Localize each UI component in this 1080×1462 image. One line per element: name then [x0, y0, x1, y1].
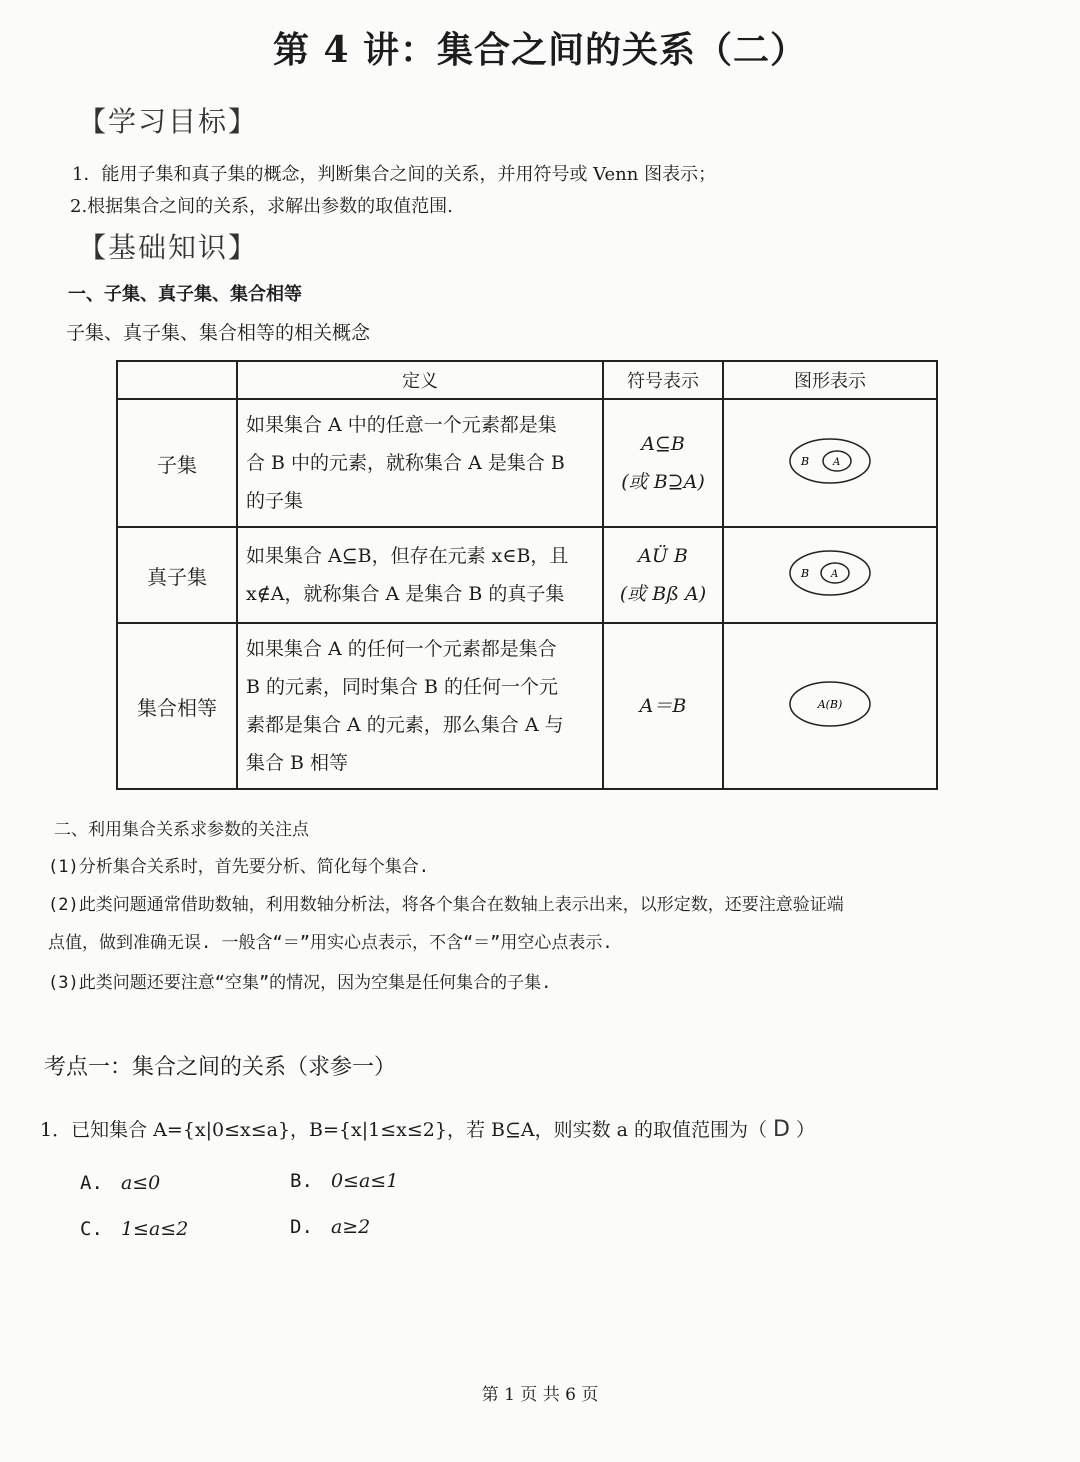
definition-line: 如果集合 A 中的任意一个元素都是集: [246, 414, 557, 436]
section2-point-2-cont: 点值，做到准确无误. 一般含“＝”用实心点表示，不含“＝”用空心点表示.: [48, 933, 613, 953]
option-c: [80, 1218, 188, 1240]
option-a: [80, 1172, 160, 1194]
question-text: 1．已知集合 A={x|0≤x≤a}，B={x|1≤x≤2}，若 B⊆A，则实数 a 的取值范围为（: [40, 1119, 767, 1141]
venn-diagram-cell: [723, 623, 937, 789]
definition-line: 如果集合 A 的任何一个元素都是集合: [246, 638, 557, 660]
option-label: A.: [80, 1172, 103, 1194]
row-name: 集合相等: [117, 623, 237, 789]
table-header-row: [117, 361, 937, 399]
table-row-subset: [117, 399, 937, 527]
symbol-cell: [603, 623, 723, 789]
option-b: [290, 1170, 398, 1192]
definition-cell: [237, 399, 603, 527]
venn-inner-label: A: [833, 456, 841, 468]
option-d: [290, 1216, 370, 1238]
venn-proper-subset-diagram: [785, 546, 875, 600]
objective-1: 1．能用子集和真子集的概念，判断集合之间的关系，并用符号或 Venn 图表示；: [72, 164, 717, 185]
section1-subheading: 子集、真子集、集合相等的相关概念: [66, 322, 371, 344]
row-name: 子集: [117, 399, 237, 527]
option-text: 1≤a≤2: [120, 1218, 189, 1240]
venn-subset-diagram: [785, 434, 875, 488]
symbol-line: A⊆B: [641, 433, 685, 455]
definition-line: 如果集合 A⊆B，但存在元素 x∈B，且: [246, 545, 569, 567]
symbol-line: (或 Bß A): [619, 583, 707, 605]
venn-outer-label: B: [801, 566, 810, 580]
table-row-proper-subset: [117, 527, 937, 623]
section1-heading: 一、子集、真子集、集合相等: [68, 284, 302, 305]
symbol-line: AÜ B: [638, 545, 688, 567]
question-close-paren: ）: [796, 1119, 816, 1141]
definition-line: 素都是集合 A 的元素，那么集合 A 与: [246, 714, 564, 736]
option-text: 0≤a≤1: [330, 1170, 399, 1192]
venn-inner-label: A: [831, 568, 839, 580]
section2-point-3: (3)此类问题还要注意“空集”的情况，因为空集是任何集合的子集.: [48, 973, 552, 993]
option-label: D.: [290, 1216, 313, 1238]
option-text: a≥2: [330, 1216, 371, 1238]
table-row-equal-sets: [117, 623, 937, 789]
kaodian-heading: 考点一：集合之间的关系（求参一）: [44, 1055, 397, 1080]
definition-line: 合 B 中的元素，就称集合 A 是集合 B: [246, 452, 565, 474]
definition-line: B 的元素，同时集合 B 的任何一个元: [246, 676, 559, 698]
venn-outer-label: B: [801, 454, 810, 468]
objective-2: 2.根据集合之间的关系，求解出参数的取值范围.: [70, 196, 453, 217]
definition-line: 的子集: [246, 490, 304, 512]
objectives-heading: 【学习目标】: [78, 105, 259, 138]
option-text: a≤0: [120, 1172, 161, 1194]
symbol-cell: [603, 399, 723, 527]
header-definition: 定义: [237, 361, 603, 399]
header-empty: [117, 361, 237, 399]
question-1: [40, 1115, 815, 1142]
page-footer: 第 1 页 共 6 页: [481, 1385, 599, 1405]
definition-cell: [237, 623, 603, 789]
concept-table: [116, 360, 938, 790]
definition-cell: [237, 527, 603, 623]
definition-line: 集合 B 相等: [246, 752, 349, 774]
venn-label: A(B): [817, 697, 843, 711]
row-name: 真子集: [117, 527, 237, 623]
basics-heading: 【基础知识】: [78, 231, 259, 264]
handwritten-answer: D: [773, 1117, 790, 1142]
symbol-line: A＝B: [639, 695, 687, 717]
option-label: C.: [80, 1218, 103, 1240]
symbol-line: (或 B⊇A): [621, 471, 705, 493]
header-figure: 图形表示: [723, 361, 937, 399]
venn-diagram-cell: [723, 527, 937, 623]
section2-heading: 二、利用集合关系求参数的关注点: [54, 820, 309, 840]
section2-point-1: (1)分析集合关系时，首先要分析、简化每个集合.: [48, 857, 429, 877]
venn-diagram-cell: [723, 399, 937, 527]
header-symbol: 符号表示: [603, 361, 723, 399]
page-title: 第 4 讲：集合之间的关系（二）: [272, 29, 808, 71]
venn-equal-diagram: [785, 677, 875, 731]
section2-point-2: (2)此类问题通常借助数轴，利用数轴分析法，将各个集合在数轴上表示出来，以形定数，还要注意验证端: [48, 895, 844, 915]
definition-line: x∉A，就称集合 A 是集合 B 的真子集: [246, 583, 565, 605]
symbol-cell: [603, 527, 723, 623]
option-label: B.: [290, 1170, 313, 1192]
